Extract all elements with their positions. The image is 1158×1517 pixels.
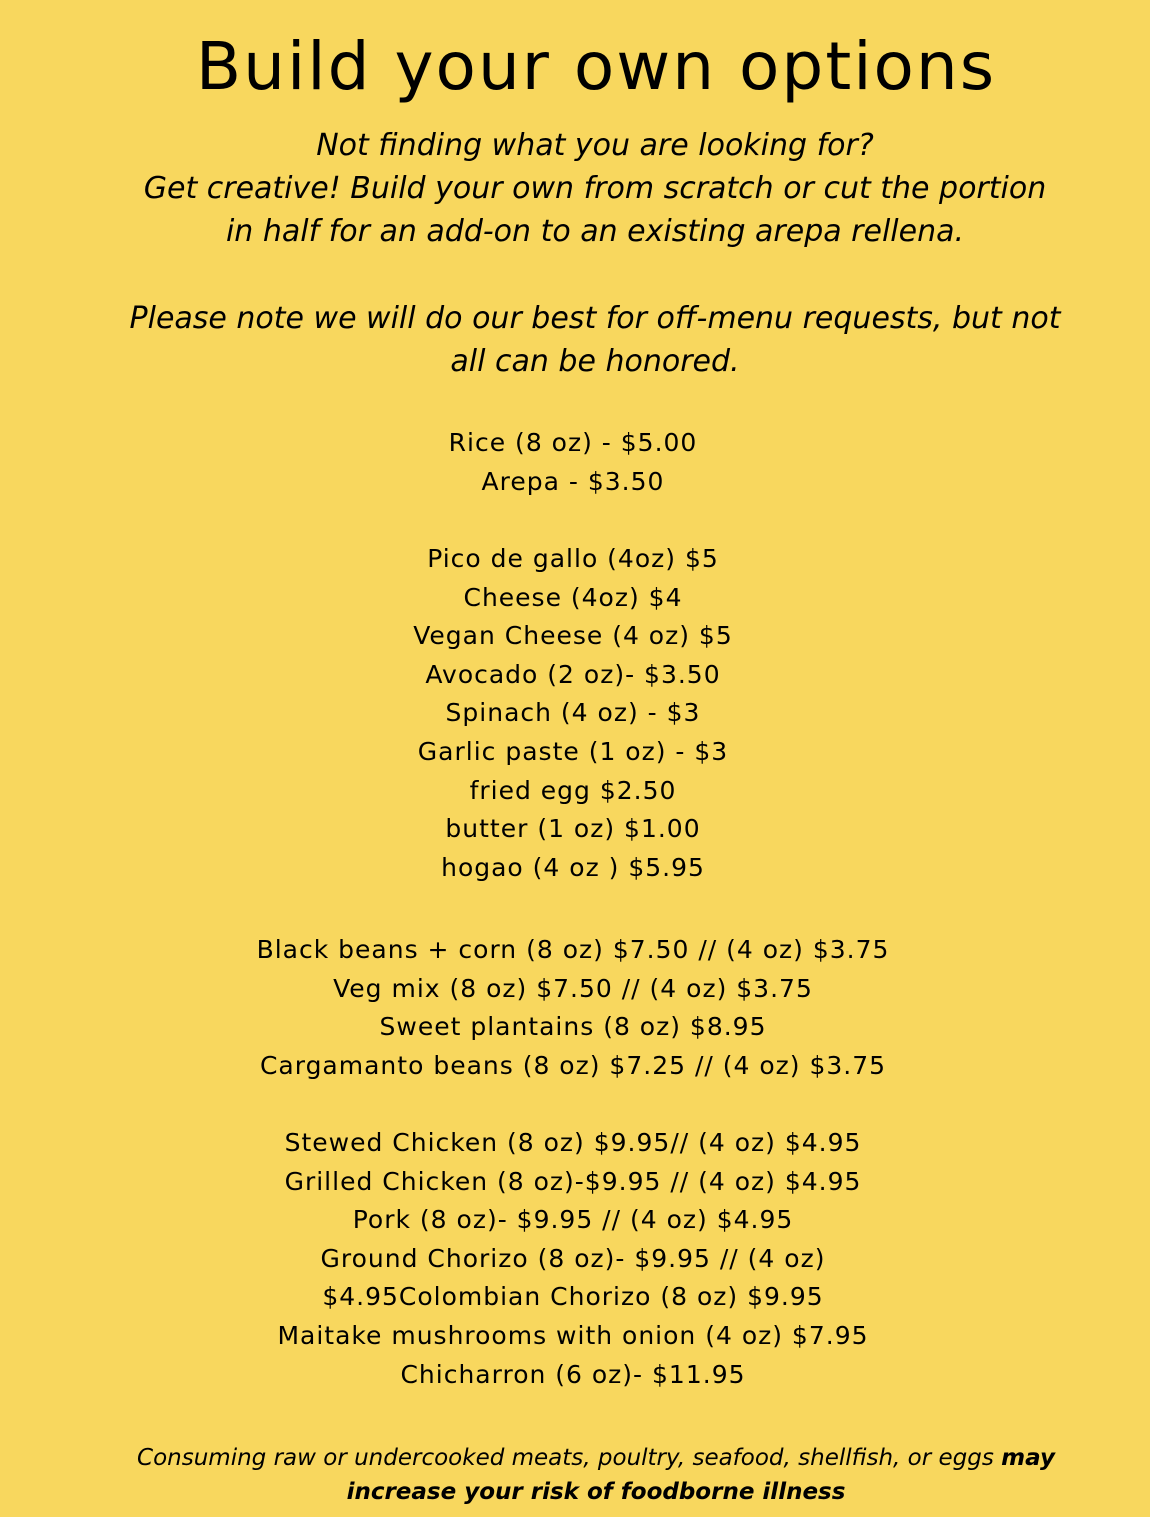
intro-text	[0, 124, 1158, 253]
note-line: Please note we will do our best for off-menu requests, but not	[129, 301, 1061, 336]
menu-item: Veg mix (8 oz) $7.50 // (4 oz) $3.75	[333, 973, 813, 1003]
intro-line: Not finding what you are looking for?	[316, 128, 874, 163]
menu-item: Pico de gallo (4oz) $5	[427, 544, 719, 573]
menu-item: butter (1 oz) $1.00	[445, 814, 701, 844]
menu-item: Black beans + corn (8 oz) $7.50 // (4 oz) $3.75	[256, 935, 890, 964]
bases-section	[0, 424, 1146, 501]
menu-item: Cargamanto beans (8 oz) $7.25 // (4 oz) $3.75	[259, 1050, 887, 1080]
menu-item: Rice (8 oz) - $5.00	[448, 428, 698, 457]
menu-item: Chicharron (6 oz)- $11.95	[400, 1359, 746, 1389]
menu-item: Spinach (4 oz) - $3	[445, 698, 701, 728]
menu-item: Sweet plantains (8 oz) $8.95	[379, 1012, 767, 1042]
menu-item: fried egg $2.50	[469, 775, 677, 805]
off-menu-note	[0, 297, 1158, 383]
note-line: all can be honored.	[450, 344, 740, 379]
sides-section	[0, 931, 1146, 1085]
proteins-section	[0, 1124, 1146, 1394]
menu-item: Pork (8 oz)- $9.95 // (4 oz) $4.95	[352, 1205, 794, 1235]
health-disclaimer	[0, 1441, 1158, 1509]
menu-item: Grilled Chicken (8 oz)-$9.95 // (4 oz) $4.95	[284, 1166, 862, 1196]
menu-item: Vegan Cheese (4 oz) $5	[413, 621, 733, 651]
menu-item: Ground Chorizo (8 oz)- $9.95 // (4 oz)	[320, 1243, 826, 1273]
page-edge	[1150, 0, 1158, 1517]
intro-line: in half for an add-on to an existing arepa rellena.	[225, 214, 965, 249]
page-title: Build your own options	[195, 28, 997, 105]
disclaimer-text: Consuming raw or undercooked meats, poultry, seafood, shellfish, or eggs	[137, 1445, 1002, 1471]
menu-item: Stewed Chicken (8 oz) $9.95// (4 oz) $4.95	[284, 1128, 862, 1157]
menu-item: $4.95Colombian Chorizo (8 oz) $9.95	[322, 1282, 824, 1312]
menu-item: Avocado (2 oz)- $3.50	[425, 659, 721, 689]
disclaimer-emphasis: increase your risk of foodborne illness	[346, 1479, 846, 1505]
toppings-section	[0, 540, 1146, 887]
disclaimer-emphasis: may	[1001, 1445, 1055, 1471]
menu-item: hogao (4 oz ) $5.95	[441, 852, 705, 882]
intro-line: Get creative! Build your own from scratch or cut the portion	[143, 171, 1047, 206]
menu-item: Cheese (4oz) $4	[463, 582, 683, 612]
disclaimer-line	[0, 1441, 1158, 1475]
disclaimer-line	[0, 1475, 1158, 1509]
menu-item: Garlic paste (1 oz) - $3	[417, 736, 729, 766]
menu-item: Arepa - $3.50	[481, 466, 665, 496]
menu-item: Maitake mushrooms with onion (4 oz) $7.95	[277, 1320, 869, 1350]
